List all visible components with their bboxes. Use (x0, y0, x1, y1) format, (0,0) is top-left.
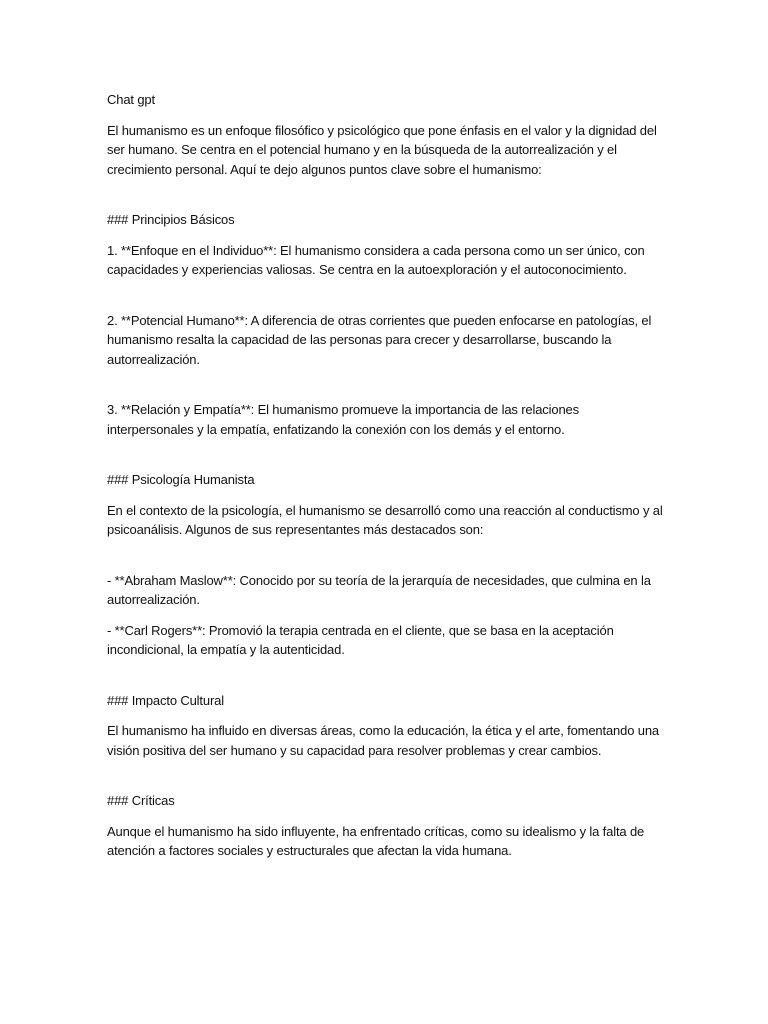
principio-item-3: 3. **Relación y Empatía**: El humanismo promueve la importancia de las relaciones interpersonales y la empatía, enfatizando la conexión con los demás y el entorno. (107, 402, 579, 437)
spacer (107, 280, 667, 311)
intro-paragraph: El humanismo es un enfoque filosófico y psicológico que pone énfasis en el valor y la dignidad del ser humano. Se centra en el potencial humano y en la búsqueda de la autorrealización y el crecimiento personal. Aquí te dejo algunos puntos clave sobre el humanismo: (107, 122, 657, 177)
principio-item-2: 2. **Potencial Humano**: A diferencia de otras corrientes que pueden enfocarse en patologías, el humanismo resalta la capacidad de las personas para crecer y desarrollarse, buscando la autorrealización. (107, 312, 652, 367)
impacto-paragraph: El humanismo ha influido en diversas áreas, como la educación, la ética y el arte, fomentando una visión positiva del ser humano y su capacidad para resolver problemas y crear cambios. (107, 723, 659, 758)
heading-impacto: ### Impacto Cultural (107, 692, 224, 708)
criticas-paragraph: Aunque el humanismo ha sido influyente, ha enfrentado críticas, como su idealismo y la falta de atención a factores sociales y estructurales que afectan la vida humana. (107, 823, 645, 858)
spacer (107, 439, 667, 470)
document-body (107, 90, 667, 861)
spacer (107, 110, 667, 121)
spacer (107, 540, 667, 571)
psicologia-paragraph: En el contexto de la psicología, el humanismo se desarrolló como una reacción al conductismo y al psicoanálisis. Algunos de sus representantes más destacados son: (107, 502, 663, 537)
spacer (107, 490, 667, 501)
spacer (107, 179, 667, 210)
spacer (107, 610, 667, 621)
spacer (107, 710, 667, 721)
bullet-rogers: - **Carl Rogers**: Promovió la terapia centrada en el cliente, que se basa en la aceptación incondicional, la empatía y la autenticidad. (107, 622, 614, 657)
heading-criticas: ### Críticas (107, 793, 175, 808)
bullet-maslow: - **Abraham Maslow**: Conocido por su teoría de la jerarquía de necesidades, que culmina en la autorrealización. (107, 572, 651, 607)
spacer (107, 230, 667, 241)
heading-principios: ### Principios Básicos (107, 212, 235, 227)
document-title: Chat gpt (107, 92, 155, 107)
spacer (107, 369, 667, 400)
principio-item-1: 1. **Enfoque en el Individuo**: El humanismo considera a cada persona como un ser único, con capacidades y experiencias valiosas. Se centra en la autoexploración y el autoconocimiento. (107, 242, 645, 277)
spacer (107, 660, 667, 691)
spacer (107, 760, 667, 791)
heading-psicologia: ### Psicología Humanista (107, 472, 255, 487)
spacer (107, 811, 667, 822)
